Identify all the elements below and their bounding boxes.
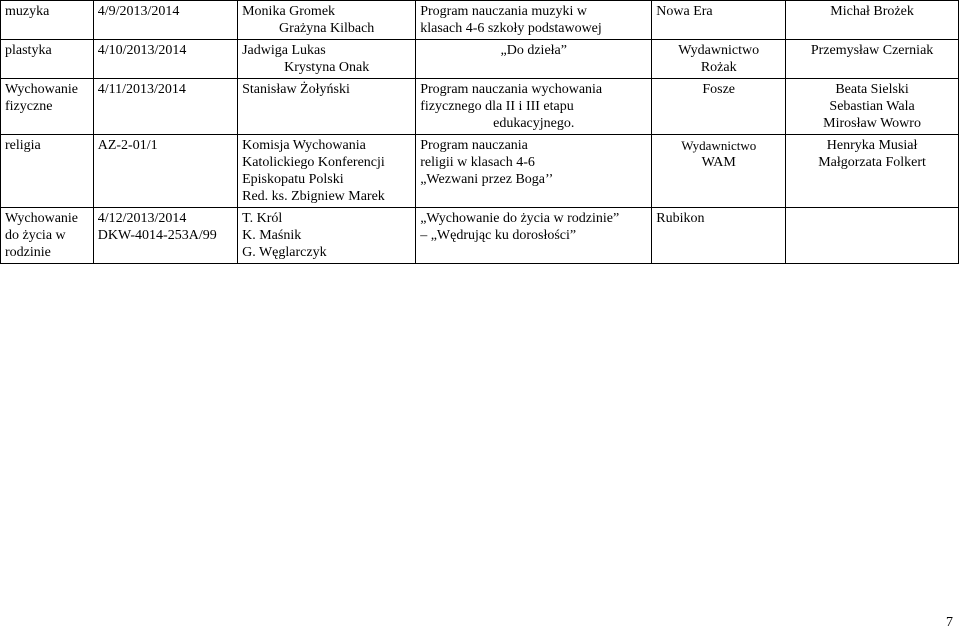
publisher-cell: Wydawnictwo WAM — [652, 135, 786, 208]
program-number-cell: 4/12/2013/2014 DKW-4014-253A/99 — [93, 208, 237, 264]
table-row — [1, 79, 959, 135]
program-number-cell: 4/9/2013/2014 — [93, 1, 237, 40]
textbook-author-cell: Przemysław Czerniak — [786, 40, 959, 79]
publisher-cell: Fosze — [652, 79, 786, 135]
table-row — [1, 208, 959, 264]
authors-cell: Stanisław Żołyński — [238, 79, 416, 135]
publisher-cell: Rubikon — [652, 208, 786, 264]
authors-cell: Komisja Wychowania Katolickiego Konferencji Episkopatu Polski Red. ks. Zbigniew Marek — [238, 135, 416, 208]
authors-cell: Monika Gromek Grażyna Kilbach — [238, 1, 416, 40]
textbook-author-cell: Henryka Musiał Małgorzata Folkert — [786, 135, 959, 208]
program-number-cell: 4/10/2013/2014 — [93, 40, 237, 79]
publisher-cell: Nowa Era — [652, 1, 786, 40]
program-title-cell: Program nauczania religii w klasach 4-6 „Wezwani przez Boga’’ — [416, 135, 652, 208]
table-row — [1, 1, 959, 40]
program-title-cell: Program nauczania wychowania fizycznego dla II i III etapu edukacyjnego. — [416, 79, 652, 135]
table-row — [1, 135, 959, 208]
subject-cell: Wychowanie fizyczne — [1, 79, 94, 135]
program-number-cell: 4/11/2013/2014 — [93, 79, 237, 135]
program-title-cell: „Do dzieła” — [416, 40, 652, 79]
authors-cell: Jadwiga Lukas Krystyna Onak — [238, 40, 416, 79]
subject-cell: Wychowanie do życia w rodzinie — [1, 208, 94, 264]
subject-cell: plastyka — [1, 40, 94, 79]
textbook-author-cell: Michał Brożek — [786, 1, 959, 40]
program-title-cell: Program nauczania muzyki w klasach 4-6 szkoły podstawowej — [416, 1, 652, 40]
publisher-cell: Wydawnictwo Rożak — [652, 40, 786, 79]
textbook-author-cell: Beata Sielski Sebastian Wala Mirosław Wowro — [786, 79, 959, 135]
page-number: 7 — [946, 615, 953, 630]
textbook-author-cell — [786, 208, 959, 264]
curriculum-table — [0, 0, 959, 264]
program-number-cell: AZ-2-01/1 — [93, 135, 237, 208]
subject-cell: religia — [1, 135, 94, 208]
subject-cell: muzyka — [1, 1, 94, 40]
authors-cell: T. Król K. Maśnik G. Węglarczyk — [238, 208, 416, 264]
table-row — [1, 40, 959, 79]
program-title-cell: „Wychowanie do życia w rodzinie” – „Wędrując ku dorosłości” — [416, 208, 652, 264]
